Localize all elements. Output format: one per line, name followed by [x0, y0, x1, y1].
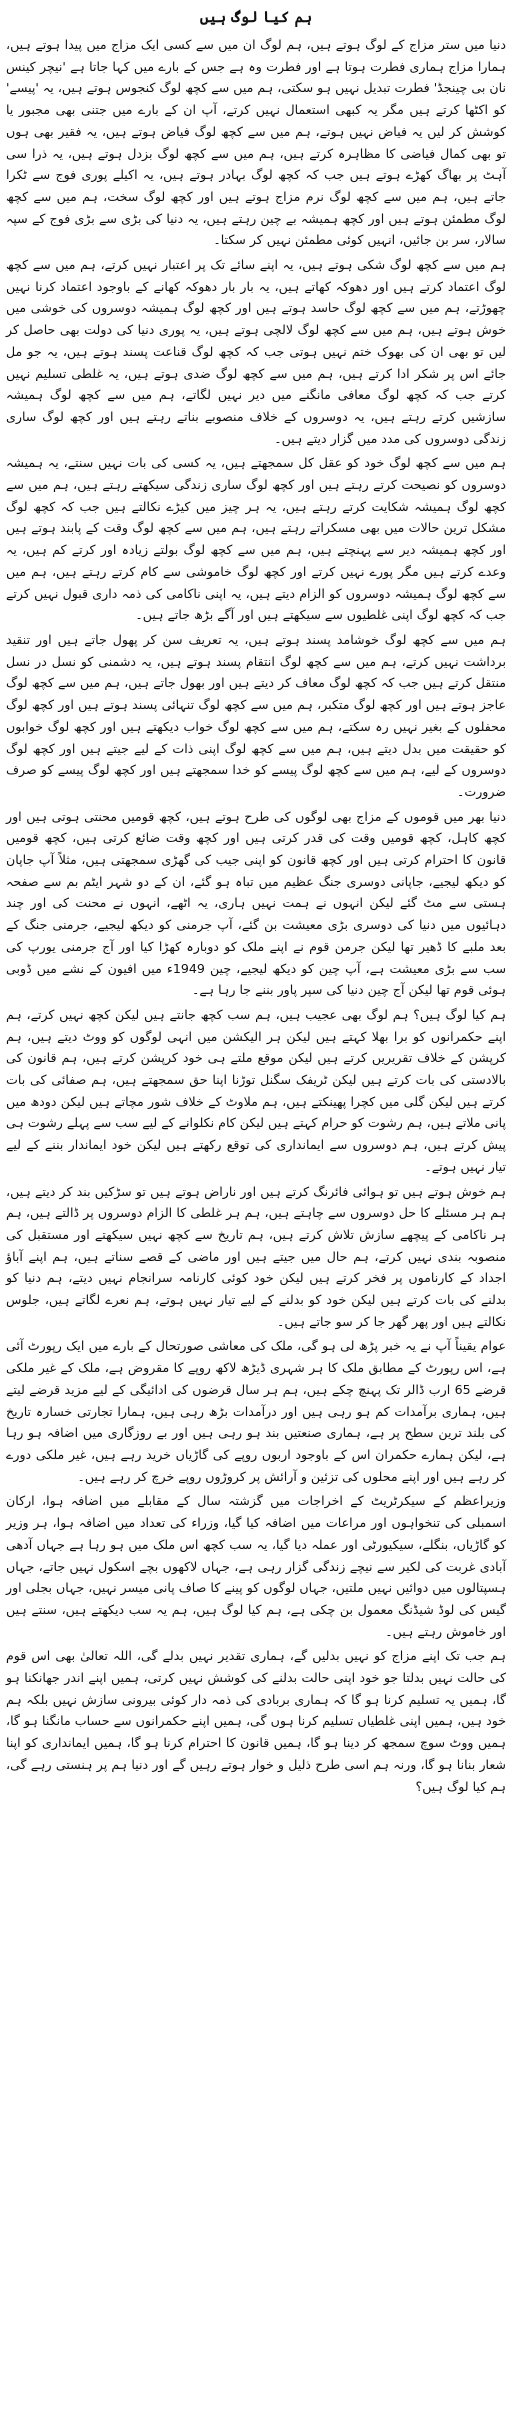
- article-body: [6, 34, 506, 1797]
- article-paragraph: ہم خوش ہوتے ہیں تو ہوائی فائرنگ کرتے ہیں اور ناراض ہوتے ہیں تو سڑکیں بند کر دیتے ہیں، ہم ہر مسئلے کا حل دوسروں سے چاہتے ہیں، ہم ہر غلطی کا الزام دوسروں پر ڈالتے ہیں، ہم ہر ناکامی کے پیچھے سازش تلاش کرتے ہیں، ہم تاریخ سے کچھ نہیں سیکھتے اور مستقبل کی منصوبہ بندی نہیں کرتے، ہم حال میں جیتے ہیں اور ماضی کے قصے سناتے ہیں، ہم اپنے آباؤ اجداد کے کارناموں پر فخر کرتے ہیں لیکن خود کوئی کارنامہ سرانجام نہیں دیتے، ہم دنیا کو بدلنے کی بات کرتے ہیں لیکن خود کو بدلنے کے لیے تیار نہیں ہوتے، ہم نعرے لگاتے ہیں، جلوس نکالتے ہیں اور پھر گھر جا کر سو جاتے ہیں۔: [6, 1183, 506, 1329]
- article-paragraph: ہم کیا لوگ ہیں؟ ہم لوگ بھی عجیب ہیں، ہم سب کچھ جانتے ہیں لیکن کچھ نہیں کرتے، ہم اپنے حکمرانوں کو برا بھلا کہتے ہیں لیکن ہر الیکشن میں انہی لوگوں کو ووٹ دیتے ہیں، ہم کرپشن کے خلاف تقریریں کرتے ہیں لیکن موقع ملتے ہی خود کرپشن کرتے ہیں، ہم قانون کی بالادستی کی بات کرتے ہیں لیکن ٹریفک سگنل توڑنا اپنا حق سمجھتے ہیں، ہم صفائی کی بات کرتے ہیں لیکن گلی میں کچرا پھینکتے ہیں، ہم ملاوٹ کے خلاف شور مچاتے ہیں لیکن دودھ میں پانی ملاتے ہیں، ہم رشوت کو حرام کہتے ہیں لیکن کام نکلوانے کے لیے سب سے پہلے رشوت ہی پیش کرتے ہیں، ہم دوسروں سے ایمانداری کی توقع رکھتے ہیں لیکن خود ایماندار بننے کے لیے تیار نہیں ہوتے۔: [6, 1006, 506, 1174]
- article-paragraph: عوام یقیناً آپ نے یہ خبر پڑھ لی ہو گی، ملک کی معاشی صورتحال کے بارے میں ایک رپورٹ آئی ہے، اس رپورٹ کے مطابق ملک کا ہر شہری ڈیڑھ لاکھ روپے کا مقروض ہے، ملک کے غیر ملکی قرضے 65 ارب ڈالر تک پہنچ چکے ہیں، ہم ہر سال قرضوں کی ادائیگی کے لیے مزید قرضے لیتے ہیں، ہماری برآمدات کم ہو رہی ہیں اور درآمدات بڑھ رہی ہیں، ہمارا تجارتی خسارہ تاریخ کی بلند ترین سطح پر ہے، ہماری صنعتیں بند ہو رہی ہیں اور بے روزگاری میں اضافہ ہو رہا ہے، لیکن ہمارے حکمران اس کے باوجود اربوں روپے کی گاڑیاں خرید رہے ہیں، غیر ملکی دورے کر رہے ہیں اور اپنے محلوں کی تزئین و آرائش پر کروڑوں روپے خرچ کر رہے ہیں۔: [6, 1338, 507, 1484]
- article-paragraph: ہم جب تک اپنے مزاج کو نہیں بدلیں گے، ہماری تقدیر نہیں بدلے گی، اللہ تعالیٰ بھی اس قوم کی حالت نہیں بدلتا جو خود اپنی حالت بدلنے کی کوشش نہیں کرتی، ہمیں اپنے اندر جھانکنا ہو گا، ہمیں یہ تسلیم کرنا ہو گا کہ ہماری بربادی کی ذمہ دار کوئی بیرونی سازش نہیں بلکہ ہم خود ہیں، ہمیں اپنی غلطیاں تسلیم کرنا ہوں گی، ہمیں اپنے حکمرانوں سے حساب مانگنا ہو گا، ہمیں ووٹ سوچ سمجھ کر دینا ہو گا، ہمیں قانون کا احترام کرنا ہو گا، ہمیں ایمانداری کو اپنا شعار بنانا ہو گا، ورنہ ہم اسی طرح ذلیل و خوار ہوتے رہیں گے اور دنیا ہم پر ہنستی رہے گی، ہم کیا لوگ ہیں؟: [6, 1648, 506, 1794]
- article-title: ہم کیا لوگ ہیں: [199, 8, 313, 26]
- article-paragraph: ہم میں سے کچھ لوگ خوشامد پسند ہوتے ہیں، یہ تعریف سن کر پھول جاتے ہیں اور تنقید برداشت نہیں کرتے، ہم میں سے کچھ لوگ انتقام پسند ہوتے ہیں، یہ دشمنی کو نسل در نسل منتقل کرتے ہیں جب کہ کچھ لوگ معاف کر دیتے ہیں اور بھول جاتے ہیں، ہم میں سے کچھ لوگ عاجز ہوتے ہیں اور کچھ لوگ متکبر، ہم میں سے کچھ لوگ تنہائی پسند ہوتے ہیں اور کچھ لوگ محفلوں کے بغیر نہیں رہ سکتے، ہم میں سے کچھ لوگ خواب دیکھتے ہیں اور کچھ لوگ خوابوں کو حقیقت میں بدل دیتے ہیں، ہم میں سے کچھ لوگ اپنی ذات کے لیے جیتے ہیں اور کچھ لوگ دوسروں کے لیے، ہم میں سے کچھ لوگ پیسے کو خدا سمجھتے ہیں اور کچھ لوگ پیسے کو صرف ضرورت۔: [6, 631, 506, 799]
- article-paragraph: وزیراعظم کے سیکرٹریٹ کے اخراجات میں گزشتہ سال کے مقابلے میں اضافہ ہوا، ارکان اسمبلی کی تنخواہوں اور مراعات میں اضافہ کیا گیا، وزراء کی تعداد میں اضافہ ہوا، ہر وزیر کو گاڑیاں، بنگلے، سیکیورٹی اور عملہ دیا گیا، یہ سب کچھ اس ملک میں ہو رہا ہے جہاں آدھی آبادی غربت کی لکیر سے نیچے زندگی گزار رہی ہے، جہاں لاکھوں بچے اسکول نہیں جاتے، جہاں ہسپتالوں میں دوائیں نہیں ملتیں، جہاں لوگوں کو پینے کا صاف پانی میسر نہیں، جہاں بجلی اور گیس کی لوڈ شیڈنگ معمول بن چکی ہے، ہم کیا لوگ ہیں، ہم یہ سب دیکھتے ہیں، سنتے ہیں اور خاموش رہتے ہیں۔: [6, 1493, 506, 1639]
- article-paragraph: ہم میں سے کچھ لوگ خود کو عقل کل سمجھتے ہیں، یہ کسی کی بات نہیں سنتے، یہ ہمیشہ دوسروں کو نصیحت کرتے رہتے ہیں اور کچھ لوگ ساری زندگی سیکھتے رہتے ہیں، ہم میں سے کچھ لوگ ہمیشہ شکایت کرتے رہتے ہیں، یہ ہر چیز میں کیڑے نکالتے ہیں جب کہ کچھ لوگ مشکل ترین حالات میں بھی مسکراتے رہتے ہیں، ہم میں سے کچھ لوگ وقت کے پابند ہوتے ہیں اور کچھ ہمیشہ دیر سے پہنچتے ہیں، ہم میں سے کچھ لوگ بولتے زیادہ اور کرتے کم ہیں، یہ وعدے کرتے ہیں مگر پورے نہیں کرتے اور کچھ لوگ خاموشی سے کام کرتے رہتے ہیں، ہم میں سے کچھ لوگ ہمیشہ دوسروں کو الزام دیتے ہیں، یہ اپنی ناکامی کی ذمہ داری قبول نہیں کرتے جب کہ کچھ لوگ اپنی غلطیوں سے سیکھتے ہیں اور آگے بڑھ جاتے ہیں۔: [6, 455, 506, 623]
- article-paragraph: دنیا میں ستر مزاج کے لوگ ہوتے ہیں، ہم لوگ ان میں سے کسی ایک مزاج میں پیدا ہوتے ہیں، ہمارا مزاج ہماری فطرت ہوتا ہے اور فطرت وہ ہے جس کے بارے میں کہا جاتا ہے 'نیچر کینس نان بی چینجڈ' فطرت تبدیل نہیں ہو سکتی، ہم میں سے کچھ لوگ کنجوس ہوتے ہیں، یہ 'پیسے' کو اکٹھا کرتے ہیں مگر یہ کبھی استعمال نہیں کرتے، آپ ان کے بارے میں جتنی بھی مجبور یا کوشش کر لیں یہ فیاض نہیں ہوتے، ہم میں سے کچھ لوگ فیاض ہوتے ہیں، یہ فقیر بھی ہوں تو بھی کمال فیاضی کا مظاہرہ کرتے ہیں، ہم میں سے کچھ لوگ بزدل ہوتے ہیں، یہ ذرا سی آہٹ پر بھاگ کھڑے ہوتے ہیں جب کہ کچھ لوگ بہادر ہوتے ہیں، یہ اکیلے پوری فوج سے ٹکرا جاتے ہیں، ہم میں سے کچھ لوگ نرم مزاج ہوتے ہیں اور کچھ لوگ سخت، ہم میں سے کچھ لوگ مطمئن ہوتے ہیں اور کچھ ہمیشہ بے چین رہتے ہیں، یہ دنیا کی بڑی سے بڑی فوج کے سپہ سالار، سر بن جائیں، انہیں کوئی مطمئن نہیں کر سکتا۔: [6, 37, 506, 248]
- article-paragraph: دنیا بھر میں قوموں کے مزاج بھی لوگوں کی طرح ہوتے ہیں، کچھ قومیں محنتی ہوتی ہیں اور کچھ کاہل، کچھ قومیں وقت کی قدر کرتی ہیں اور کچھ وقت ضائع کرتی ہیں، کچھ قومیں قانون کا احترام کرتی ہیں اور کچھ قانون کو اپنی جیب کی گھڑی سمجھتی ہیں، مثلاً آپ جاپان کو دیکھ لیجیے، جاپانی دوسری جنگ عظیم میں تباہ ہو گئے، ان کے دو شہر ایٹم بم سے صفحہ ہستی سے مٹ گئے لیکن انہوں نے ہمت نہیں ہاری، یہ اٹھے، انہوں نے محنت کی اور چند دہائیوں میں دنیا کی دوسری بڑی معیشت بن گئے، آپ جرمنی کو دیکھ لیجیے، جرمنی جنگ کے بعد ملبے کا ڈھیر تھا لیکن جرمن قوم نے اپنے ملک کو دوبارہ کھڑا کیا اور آج جرمنی یورپ کی سب سے بڑی معیشت ہے، آپ چین کو دیکھ لیجیے، چین 1949ء میں افیون کے نشے میں ڈوبی ہوئی قوم تھا لیکن آج چین دنیا کی سپر پاور بننے جا رہا ہے۔: [6, 808, 507, 998]
- article-paragraph: ہم میں سے کچھ لوگ شکی ہوتے ہیں، یہ اپنے سائے تک پر اعتبار نہیں کرتے، ہم میں سے کچھ لوگ اعتماد کرتے ہیں اور دھوکہ کھاتے ہیں، یہ بار بار دھوکہ کھانے کے باوجود اعتماد کرنا نہیں چھوڑتے، ہم میں سے کچھ لوگ حاسد ہوتے ہیں اور کچھ لوگ ہمیشہ دوسروں کی خوشی میں خوش ہوتے ہیں، ہم میں سے کچھ لوگ لالچی ہوتے ہیں، یہ پوری دنیا کی دولت بھی حاصل کر لیں تو بھی ان کی بھوک ختم نہیں ہوتی جب کہ کچھ لوگ قناعت پسند ہوتے ہیں، یہ جو مل جائے اس پر شکر ادا کرتے ہیں، ہم میں سے کچھ لوگ ضدی ہوتے ہیں، یہ غلطی تسلیم نہیں کرتے جب کہ کچھ لوگ معافی مانگنے میں دیر نہیں لگاتے، ہم میں سے کچھ لوگ ہمیشہ سازشیں کرتے رہتے ہیں، یہ دوسروں کے خلاف منصوبے بناتے رہتے ہیں اور کچھ لوگ ساری زندگی دوسروں کی مدد میں گزار دیتے ہیں۔: [6, 257, 506, 446]
